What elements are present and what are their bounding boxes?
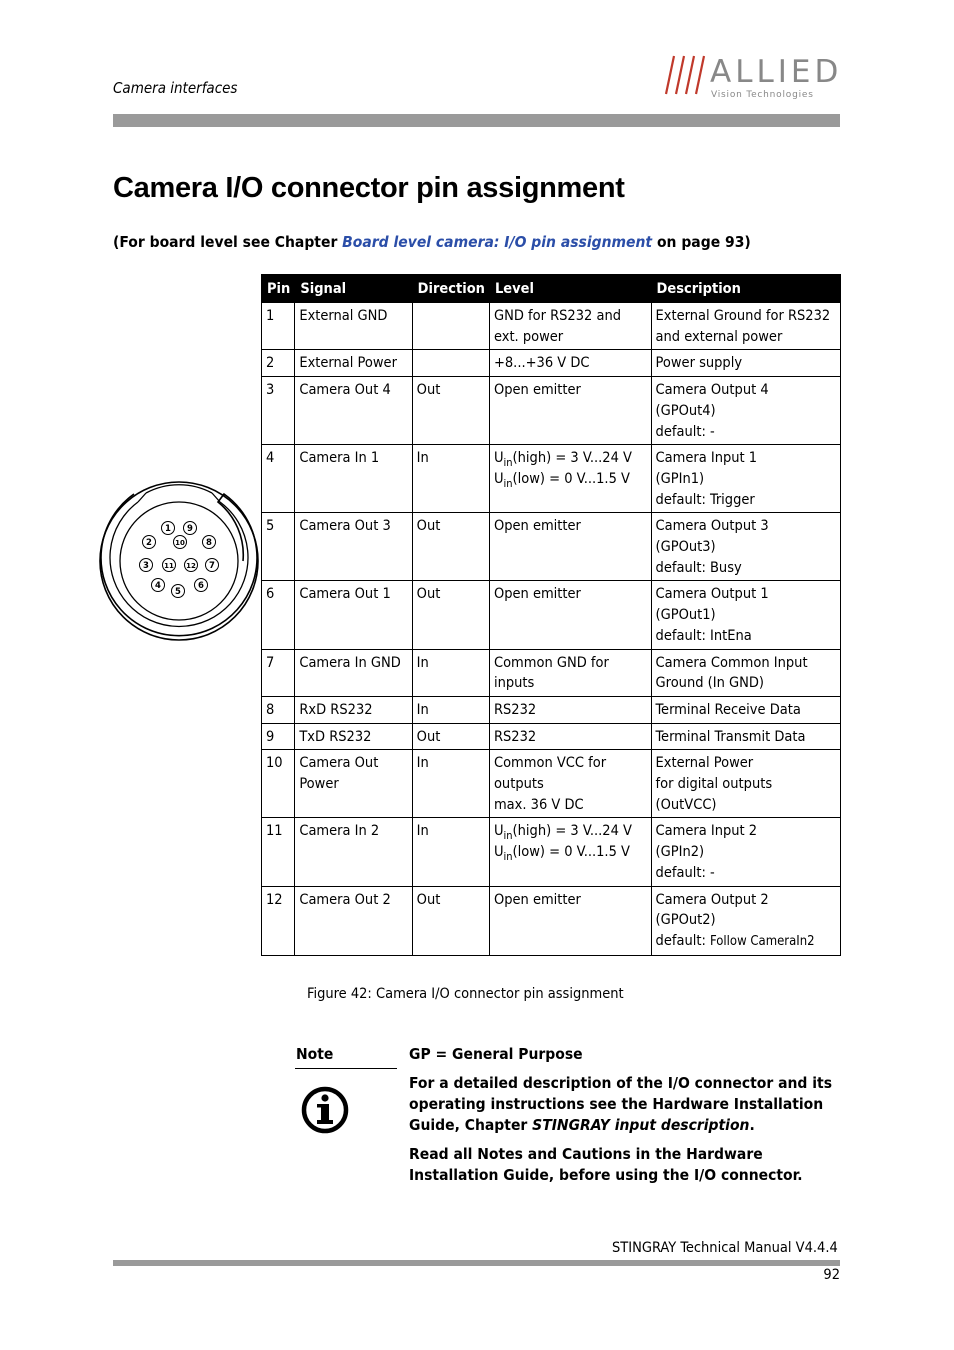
header-signal: Signal bbox=[295, 275, 412, 303]
direction-cell: In bbox=[412, 445, 489, 513]
chapter-reference: STINGRAY input description bbox=[532, 1116, 750, 1134]
description-cell: Camera Input 1 (GPIn1) default: Trigger bbox=[651, 445, 840, 513]
table-header-row bbox=[262, 275, 841, 303]
pin-number: 6 bbox=[262, 581, 295, 649]
level-cell: Open emitter bbox=[489, 886, 651, 955]
page-number: 92 bbox=[823, 1267, 840, 1283]
level-cell: Open emitter bbox=[489, 377, 651, 445]
level-cell: GND for RS232 and ext. power bbox=[489, 303, 651, 350]
signal-cell: Camera Out 3 bbox=[295, 513, 412, 581]
table-row bbox=[262, 377, 841, 445]
connector-pin-label: 6 bbox=[198, 581, 204, 591]
footer-rule bbox=[113, 1260, 840, 1266]
signal-cell: Camera Out 4 bbox=[295, 377, 412, 445]
connector-pin-label: 2 bbox=[146, 538, 152, 548]
connector-pin-label: 12 bbox=[186, 562, 196, 570]
description-cell: External Power for digital outputs (OutVCC) bbox=[651, 750, 840, 818]
signal-cell: Camera Out 2 bbox=[295, 886, 412, 955]
direction-cell: Out bbox=[412, 377, 489, 445]
signal-cell: Camera Out Power bbox=[295, 750, 412, 818]
description-cell: Camera Output 3 (GPOut3) default: Busy bbox=[651, 513, 840, 581]
logo-text: ALLIED bbox=[710, 54, 842, 90]
pin-number: 8 bbox=[262, 696, 295, 723]
level-cell: $U_{in}(high) = 3$ V...24 V $U_{in}(low) = 0$ V...1.5 V bbox=[489, 818, 651, 886]
description-cell: Terminal Receive Data bbox=[651, 696, 840, 723]
header-description: Description bbox=[651, 275, 840, 303]
signal-cell: Camera Out 1 bbox=[295, 581, 412, 649]
note-paragraph-2: Read all Notes and Cautions in the Hardware Installation Guide, before using the I/O connector. bbox=[409, 1145, 803, 1184]
connector-pin-label: 4 bbox=[155, 581, 161, 591]
pin-number: 2 bbox=[262, 350, 295, 377]
board-level-link[interactable]: Board level camera: I/O pin assignment bbox=[342, 233, 653, 251]
table-row bbox=[262, 513, 841, 581]
table-row bbox=[262, 886, 841, 955]
allied-logo bbox=[664, 52, 842, 102]
direction-cell: In bbox=[412, 818, 489, 886]
header-direction: Direction bbox=[412, 275, 489, 303]
header-pin: Pin bbox=[262, 275, 295, 303]
note-divider bbox=[295, 1068, 397, 1069]
signal-cell: Camera In 2 bbox=[295, 818, 412, 886]
pin-number: 10 bbox=[262, 750, 295, 818]
connector-diagram bbox=[98, 480, 260, 642]
pin-assignment-table bbox=[261, 274, 841, 956]
description-cell: Camera Output 1 (GPOut1) default: IntEna bbox=[651, 581, 840, 649]
signal-cell: External GND bbox=[295, 303, 412, 350]
logo-subtext: Vision Technologies bbox=[711, 90, 814, 100]
connector-pin-label: 9 bbox=[187, 524, 193, 534]
note-body bbox=[409, 1044, 849, 1194]
description-cell: External Ground for RS232 and external power bbox=[651, 303, 840, 350]
level-cell: $U_{in}(high) = 3$ V...24 V $U_{in}(low) = 0$ V...1.5 V bbox=[489, 445, 651, 513]
level-cell: Common VCC for outputs max. 36 V DC bbox=[489, 750, 651, 818]
header-rule bbox=[113, 114, 840, 127]
direction-cell: In bbox=[412, 696, 489, 723]
section-header: Camera interfaces bbox=[113, 79, 238, 97]
direction-cell bbox=[412, 303, 489, 350]
direction-cell: Out bbox=[412, 513, 489, 581]
signal-cell: External Power bbox=[295, 350, 412, 377]
pin-number: 3 bbox=[262, 377, 295, 445]
signal-cell: RxD RS232 bbox=[295, 696, 412, 723]
level-cell: +8...+36 V DC bbox=[489, 350, 651, 377]
subtitle-suffix: on page 93) bbox=[652, 233, 751, 251]
figure-caption: Figure 42: Camera I/O connector pin assignment bbox=[307, 986, 624, 1002]
table-row bbox=[262, 723, 841, 750]
header-level: Level bbox=[489, 275, 651, 303]
connector-pin-label: 3 bbox=[143, 561, 149, 571]
level-cell: RS232 bbox=[489, 723, 651, 750]
signal-cell: Camera In GND bbox=[295, 649, 412, 696]
connector-pin-label: 11 bbox=[164, 562, 174, 570]
note-gp: GP = General Purpose bbox=[409, 1045, 583, 1063]
description-cell: Camera Input 2 (GPIn2) default: - bbox=[651, 818, 840, 886]
subtitle bbox=[113, 233, 751, 251]
connector-pin-label: 10 bbox=[175, 539, 185, 547]
connector-pin-label: 7 bbox=[209, 561, 215, 571]
description-cell: Camera Output 2 (GPOut2) default: Follow CameraIn2 bbox=[651, 886, 840, 955]
page-title: Camera I/O connector pin assignment bbox=[113, 172, 625, 204]
description-cell: Camera Common Input Ground (In GND) bbox=[651, 649, 840, 696]
direction-cell: In bbox=[412, 649, 489, 696]
description-cell: Camera Output 4 (GPOut4) default: - bbox=[651, 377, 840, 445]
direction-cell: In bbox=[412, 750, 489, 818]
info-icon bbox=[300, 1085, 350, 1135]
direction-cell: Out bbox=[412, 723, 489, 750]
note-paragraph-1: For a detailed description of the I/O connector and its operating instructions see the Hardware Installation Guide, Chapter STINGRAY input description. bbox=[409, 1074, 833, 1134]
pin-number: 1 bbox=[262, 303, 295, 350]
pin-number: 11 bbox=[262, 818, 295, 886]
level-cell: RS232 bbox=[489, 696, 651, 723]
pin-number: 9 bbox=[262, 723, 295, 750]
table-row bbox=[262, 303, 841, 350]
level-cell: Open emitter bbox=[489, 513, 651, 581]
description-cell: Terminal Transmit Data bbox=[651, 723, 840, 750]
footer-manual: STINGRAY Technical Manual V4.4.4 bbox=[612, 1240, 838, 1256]
pin-number: 12 bbox=[262, 886, 295, 955]
level-cell: Open emitter bbox=[489, 581, 651, 649]
connector-pin-label: 8 bbox=[206, 538, 212, 548]
level-cell: Common GND for inputs bbox=[489, 649, 651, 696]
signal-cell: TxD RS232 bbox=[295, 723, 412, 750]
note-label: Note bbox=[296, 1045, 334, 1063]
table-row bbox=[262, 750, 841, 818]
pin-number: 5 bbox=[262, 513, 295, 581]
table-row bbox=[262, 350, 841, 377]
table-row bbox=[262, 581, 841, 649]
pin-number: 4 bbox=[262, 445, 295, 513]
direction-cell: Out bbox=[412, 886, 489, 955]
table-row bbox=[262, 696, 841, 723]
table-row bbox=[262, 818, 841, 886]
connector-pin-label: 1 bbox=[165, 524, 171, 534]
signal-cell: Camera In 1 bbox=[295, 445, 412, 513]
table-row bbox=[262, 649, 841, 696]
table-row bbox=[262, 445, 841, 513]
subtitle-prefix: (For board level see Chapter bbox=[113, 233, 343, 251]
description-cell: Power supply bbox=[651, 350, 840, 377]
pin-number: 7 bbox=[262, 649, 295, 696]
direction-cell: Out bbox=[412, 581, 489, 649]
connector-pin-label: 5 bbox=[175, 587, 181, 597]
direction-cell bbox=[412, 350, 489, 377]
